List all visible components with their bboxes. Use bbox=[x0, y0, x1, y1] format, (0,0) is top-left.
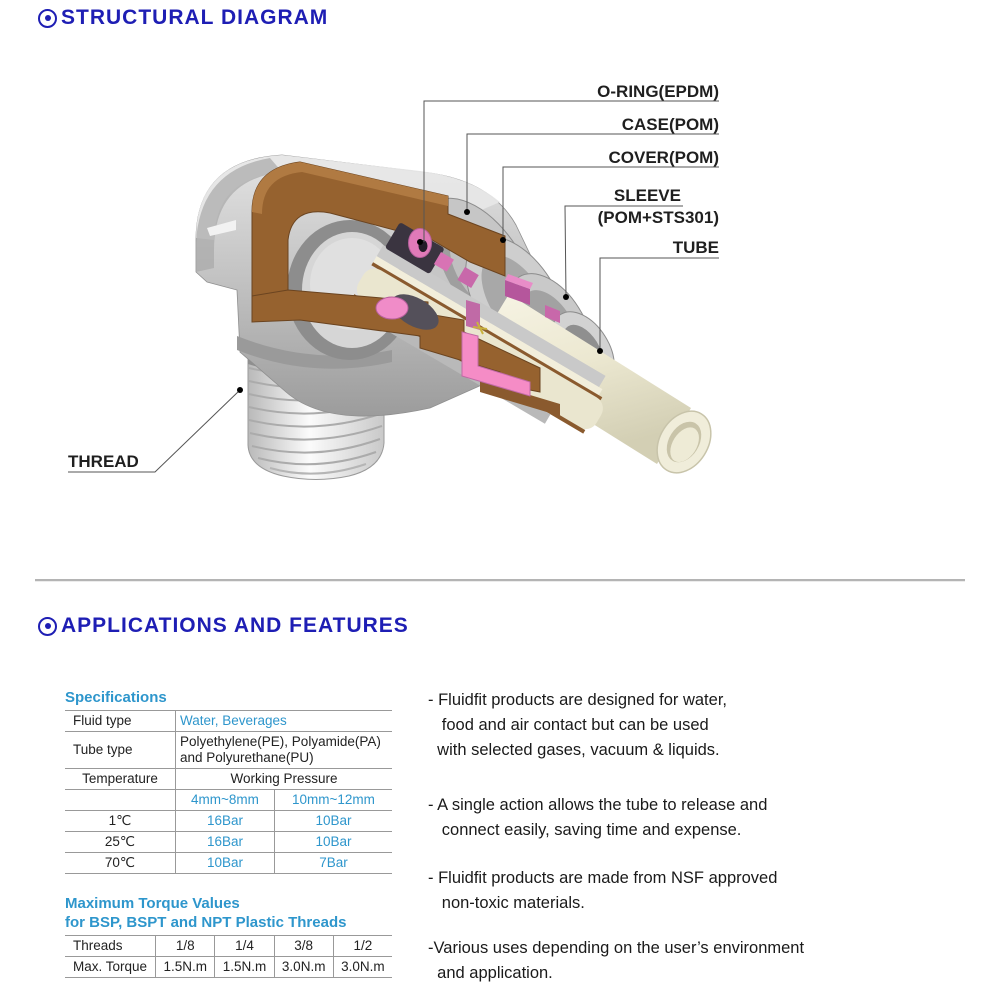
section-title-text: STRUCTURAL DIAGRAM bbox=[61, 6, 329, 29]
applications-features-title bbox=[38, 614, 409, 638]
spec-cell: Polyethylene(PE), Polyamide(PA) and Polyurethane(PU) bbox=[176, 732, 393, 769]
feature-item: - A single action allows the tube to release and connect easily, saving time and expense. bbox=[428, 796, 768, 839]
spec-cell: 1℃ bbox=[65, 811, 176, 832]
fitting-cutaway-diagram bbox=[0, 50, 1000, 580]
spec-cell: 16Bar bbox=[176, 832, 275, 853]
structural-diagram-title bbox=[38, 6, 328, 30]
spec-table-title: Specifications bbox=[65, 689, 167, 706]
torque-title-line1: Maximum Torque Values bbox=[65, 895, 240, 912]
torque-cell: Max. Torque bbox=[65, 957, 156, 978]
label-tube: TUBE bbox=[672, 238, 719, 257]
section-divider bbox=[35, 579, 965, 582]
torque-cell: 1.5N.m bbox=[215, 957, 274, 978]
label-thread: THREAD bbox=[68, 452, 139, 471]
features-list bbox=[428, 688, 988, 986]
label-sleeve-line2: (POM+STS301) bbox=[597, 208, 719, 227]
torque-cell: 1.5N.m bbox=[156, 957, 215, 978]
spec-cell: Water, Beverages bbox=[176, 711, 393, 732]
torque-title-line2: for BSP, BSPT and NPT Plastic Threads bbox=[65, 914, 347, 931]
spec-cell: Tube type bbox=[65, 732, 176, 769]
spec-cell: 10mm~12mm bbox=[274, 790, 392, 811]
feature-item: - Fluidfit products are made from NSF approved non-toxic materials. bbox=[428, 869, 778, 912]
torque-cell: 3/8 bbox=[274, 936, 333, 957]
bullseye-icon bbox=[38, 617, 57, 636]
torque-block bbox=[65, 894, 400, 978]
torque-cell: 1/4 bbox=[215, 936, 274, 957]
spec-cell bbox=[65, 790, 176, 811]
spec-cell: Working Pressure bbox=[176, 769, 393, 790]
spec-cell: 10Bar bbox=[274, 811, 392, 832]
seal-disc bbox=[376, 297, 408, 319]
label-cover: COVER(POM) bbox=[608, 148, 719, 167]
label-case: CASE(POM) bbox=[621, 115, 719, 134]
spec-cell: 16Bar bbox=[176, 811, 275, 832]
feature-item: -Various uses depending on the user’s environment and application. bbox=[428, 939, 805, 982]
label-o-ring: O-RING(EPDM) bbox=[597, 82, 719, 101]
specifications-block bbox=[65, 688, 400, 978]
spec-cell: Temperature bbox=[65, 769, 176, 790]
spec-cell: 4mm~8mm bbox=[176, 790, 275, 811]
spec-cell: 7Bar bbox=[274, 853, 392, 874]
label-sleeve-line1: SLEEVE bbox=[613, 186, 681, 205]
torque-cell: Threads bbox=[65, 936, 156, 957]
torque-cell: 1/8 bbox=[156, 936, 215, 957]
bullseye-icon bbox=[38, 9, 57, 28]
spec-cell: 70℃ bbox=[65, 853, 176, 874]
spec-cell: Fluid type bbox=[65, 711, 176, 732]
torque-cell: 3.0N.m bbox=[274, 957, 333, 978]
torque-table bbox=[65, 935, 392, 978]
spec-cell: 10Bar bbox=[274, 832, 392, 853]
feature-item: - Fluidfit products are designed for water, food and air contact but can be used with selected gases, vacuum & liquids. bbox=[428, 691, 727, 759]
spec-cell: 25℃ bbox=[65, 832, 176, 853]
spec-cell: 10Bar bbox=[176, 853, 275, 874]
torque-cell: 3.0N.m bbox=[333, 957, 392, 978]
torque-cell: 1/2 bbox=[333, 936, 392, 957]
section-title-text: APPLICATIONS AND FEATURES bbox=[61, 614, 409, 637]
spec-table bbox=[65, 710, 392, 874]
